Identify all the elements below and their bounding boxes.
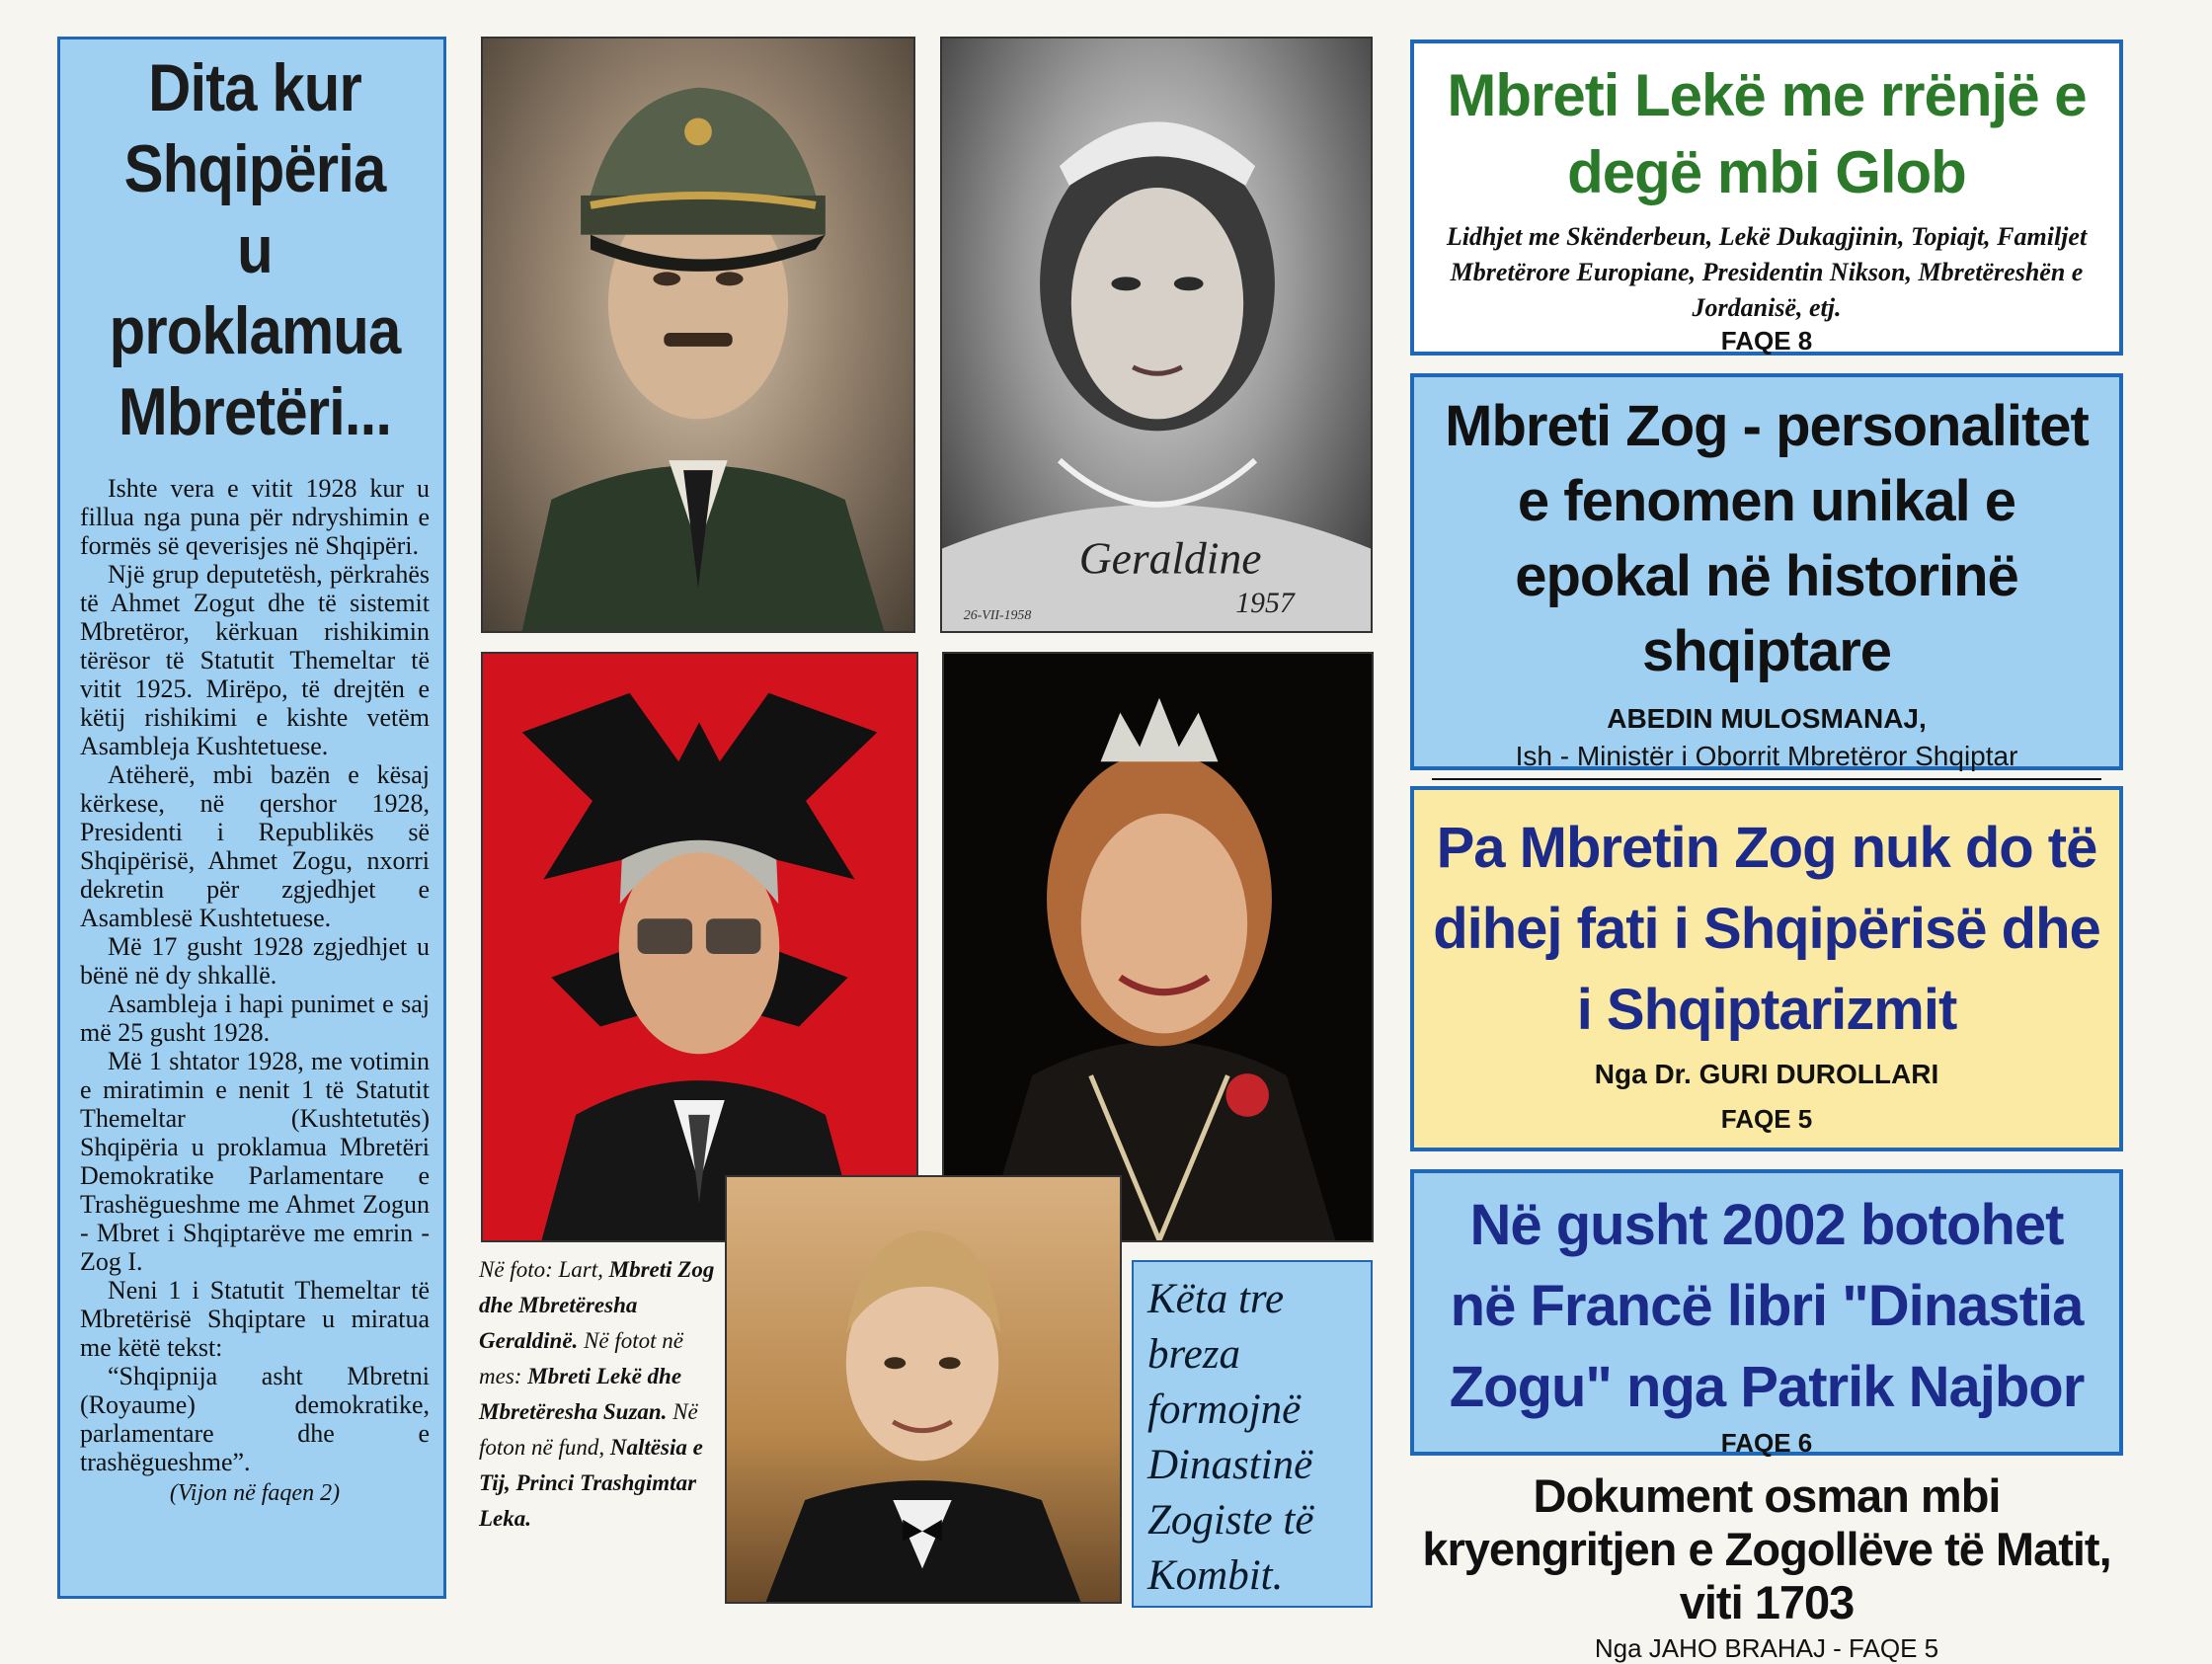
teaser-author: Nga Dr. GURI DUROLLARI <box>1594 1059 1939 1089</box>
page-reference: FAQE 8 <box>1720 326 1813 356</box>
photo-caption <box>479 1252 716 1537</box>
queen-portrait-illustration <box>942 39 1371 631</box>
teaser-box-leka[interactable] <box>1410 40 2123 356</box>
teaser-subtitle: Lidhjet me Skënderbeun, Lekë Dukagjinin, Topiajt, Familjet Mbretërore Europiane, Presidentin Nikson, Mbretëreshën e Jordanisë, etj. <box>1446 222 2088 322</box>
caption-lead: Në foto: <box>479 1257 553 1282</box>
teaser-headline: Në gusht 2002 botohet në Francë libri "Dinastia Zogu" nga Patrik Najbor <box>1449 1193 2085 1419</box>
queen-suzan-illustration <box>944 654 1372 1240</box>
teaser-headline: Dokument osman mbi kryengritjen e Zogollëve të Matit, viti 1703 <box>1422 1469 2111 1628</box>
article-paragraph: Asambleja i hapi punimet e saj më 25 gusht 1928. <box>80 990 430 1047</box>
page-reference: FAQE 6 <box>1720 1428 1813 1458</box>
teaser-box-fate-of-albania[interactable] <box>1410 786 2123 1151</box>
article-paragraph: Një grup deputetësh, përkrahës të Ahmet Zogut dhe të sistemit Mbretëror, kërkuan rishikimin tërësor të Statutit Themeltar të vitit 1925. Mirëpo, të drejtën e këtij rishikimi e kishte vetëm Asambleja Kushtetuese. <box>80 560 430 760</box>
teaser-author-page: Nga JAHO BRAHAJ - FAQE 5 <box>1594 1633 1939 1663</box>
dynasty-tagline-box <box>1132 1260 1373 1608</box>
left-article-title: Dita kur Shqipëria u proklamua Mbretëri... <box>109 50 401 449</box>
caption-names-middle: Mbreti Lekë dhe Mbretëresha Suzan. <box>479 1364 682 1424</box>
teaser-headline: Mbreti Lekë me rrënjë e degë mbi Glob <box>1447 62 2087 205</box>
queen-signature-year: 1957 <box>1235 587 1295 620</box>
article-paragraph: Atëherë, mbi bazën e kësaj kërkese, në qershor 1928, Presidenti i Republikës së Shqipërisë, Ahmet Zogu, nxorri dekretin për zgjedhjet e Asamblesë Kushtetuese. <box>80 760 430 932</box>
king-portrait-illustration <box>483 39 913 631</box>
continuation-note: (Vijon në faqen 2) <box>169 1480 341 1506</box>
caption-text: Në foton në fund, <box>479 1399 698 1460</box>
teaser-box-dinastia-book[interactable] <box>1410 1169 2123 1456</box>
teaser-author: ABEDIN MULOSMANAJ, <box>1607 703 1927 734</box>
photo-queen-geraldine <box>940 37 1373 633</box>
teaser-ottoman-document[interactable] <box>1410 1469 2123 1664</box>
dynasty-tagline: Këta tre breza formojnë Dinastinë Zogiste të Kombit. <box>1147 1276 1314 1599</box>
photo-king-leka <box>481 652 918 1242</box>
prince-illustration <box>727 1177 1120 1602</box>
teaser-headline: Mbreti Zog - personalitet e fenomen unikal e epokal në historinë shqiptare <box>1445 394 2089 683</box>
article-paragraph: Ishte vera e vitit 1928 kur u fillua nga puna për ndryshimin e formës së qeverisjes në Shqipëri. <box>80 474 430 560</box>
caption-names-bottom: Naltësia e Tij, Princi Trashgimtar Leka. <box>479 1435 703 1531</box>
teaser-box-zog-personality[interactable] <box>1410 373 2123 770</box>
caption-names-top: Mbreti Zog dhe Mbretëresha Geraldinë. <box>479 1257 715 1353</box>
left-article <box>57 37 446 1599</box>
page-reference: FAQE 5 <box>1720 1104 1813 1134</box>
albanian-flag-eagle <box>483 654 916 1240</box>
queen-photo-date: 26-VII-1958 <box>963 608 1032 624</box>
teaser-headline: Pa Mbretin Zog nuk do të dihej fati i Shqipërisë dhe i Shqiptarizmit <box>1433 816 2100 1042</box>
article-paragraph: Neni 1 i Statutit Themeltar të Mbretërisë Shqiptare u miratua me këtë tekst: <box>80 1276 430 1362</box>
caption-text: Lart, <box>552 1257 603 1282</box>
article-paragraph: “Shqipnija asht Mbretni (Royaume) demokratike, parlamentare dhe e trashëgueshme”. <box>80 1362 430 1476</box>
photo-king-zog <box>481 37 915 633</box>
article-paragraph: Më 1 shtator 1928, me votimin e miratimin e nenit 1 të Statutit Themeltar (Kushtetutës) Shqipëria u proklamua Mbretëri Demokratike Parlamentare e Trashëgueshme me Ahmet Zogun - Mbret i Shqiptarëve me emrin - Zog I. <box>80 1047 430 1276</box>
photo-prince-leka <box>725 1175 1122 1604</box>
teaser-author-role: Ish - Ministër i Oborrit Mbretëror Shqiptar <box>1432 741 2101 780</box>
queen-signature: Geraldine <box>1078 532 1262 584</box>
caption-text: Në fotot në mes: <box>479 1328 683 1388</box>
article-paragraph: Më 17 gusht 1928 zgjedhjet u bënë në dy shkallë. <box>80 932 430 990</box>
photo-queen-suzan <box>942 652 1374 1242</box>
